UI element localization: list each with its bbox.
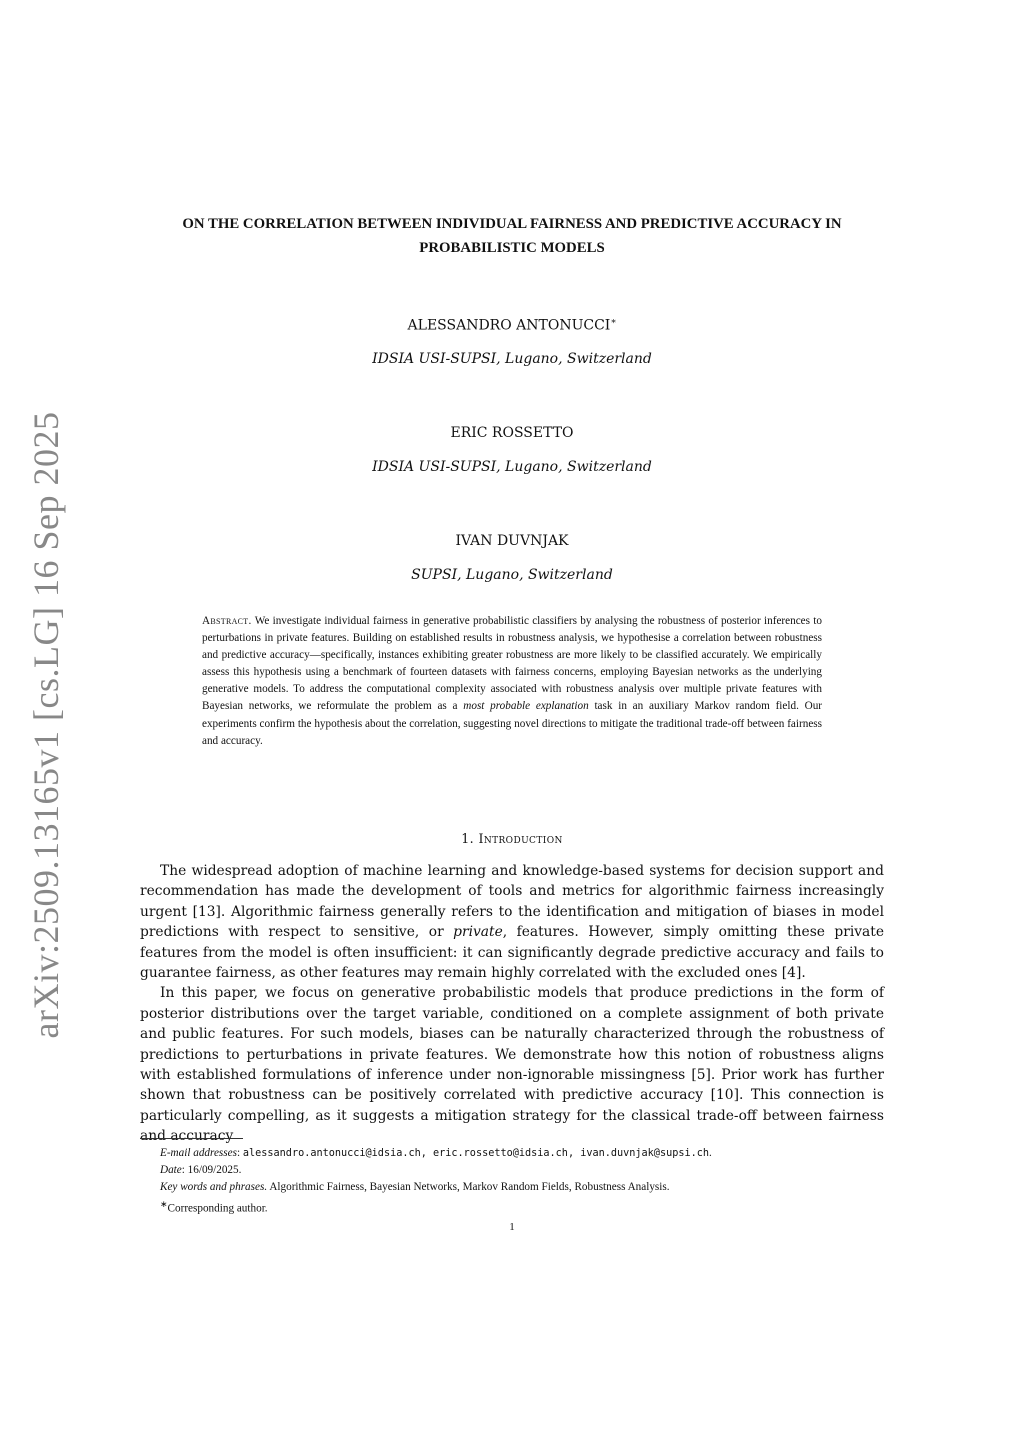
footnotes	[140, 1145, 884, 1218]
section-heading-introduction	[140, 831, 884, 846]
abstract-label: Abstract.	[202, 615, 252, 627]
corresponding-author-mark: ∗	[610, 317, 617, 327]
author-name-2: ERIC ROSSETTO	[450, 425, 574, 441]
footnote-rule	[140, 1138, 243, 1139]
paragraph-1-emphasis: private	[453, 924, 503, 941]
paragraph-1: The widespread adoption of machine learning and knowledge-based systems for decision support and recommendation has made the development of tools and metrics for algorithmic fairness increasingly urgent [13]. Algorithmic fairness generally refers to the identification and mitigation of biases in model predictions with respect to sensitive, or private, features. However, simply omitting these private features from the model is often insufficient: it can significantly degrade predictive accuracy and fails to guarantee fairness, as other features may remain highly correlated with the excluded ones [4].	[140, 863, 884, 982]
footnote-keywords: Key words and phrases. Algorithmic Fairness, Bayesian Networks, Markov Random Fields, Robustness Analysis.	[160, 1181, 670, 1193]
abstract-text-2: task in an auxiliary Markov random field. Our experiments confirm the hypothesis about the correlation, suggesting novel directions to mitigate the traditional trade-off between fairness and accuracy.	[202, 700, 823, 747]
footnote-date: Date: 16/09/2025.	[160, 1164, 242, 1176]
footnote-corresponding: ∗Corresponding author.	[160, 1199, 268, 1215]
paragraph-2: In this paper, we focus on generative probabilistic models that produce predictions in the form of posterior distributions over the target variable, conditioned on a complete assignment of both private and public features. For such models, biases can be naturally characterized through the robustness of predictions to perturbations in private features. We demonstrate how this notion of robustness aligns with established formulations of inference under non-ignorable missingness [5]. Prior work has further shown that robustness can be positively correlated with predictive accuracy [10]. This connection is particularly compelling, as it suggests a mitigation strategy for the classical trade-off between fairness and accuracy	[140, 985, 884, 1145]
section-number: 1.	[461, 831, 475, 846]
paper-title	[140, 212, 884, 260]
abstract-emphasis: most probable explanation	[463, 700, 589, 713]
title-line-1: ON THE CORRELATION BETWEEN INDIVIDUAL FAIRNESS AND PREDICTIVE ACCURACY IN	[182, 216, 842, 232]
arxiv-identifier: arXiv:2509.13165v1 [cs.LG] 16 Sep 2025	[26, 411, 66, 1039]
author-affiliation-3: SUPSI, Lugano, Switzerland	[411, 567, 613, 583]
abstract-text-1: We investigate individual fairness in generative probabilistic classifiers by analysing the robustness of posterior inferences to perturbations in private features. Building on established results in robustness analysis, we hypothesise a correlation between robustness and predictive accuracy—specifically, instances exhibiting greater robustness are more likely to be classified accurately. We empirically assess this hypothesis using a benchmark of fourteen datasets with fairness concerns, employing Bayesian networks as the underlying generative models. To address the computational complexity associated with robustness analysis over multiple private features with Bayesian networks, we reformulate the problem as a	[202, 615, 822, 713]
abstract	[202, 613, 822, 750]
author-name-1: ALESSANDRO ANTONUCCI∗	[407, 317, 617, 334]
author-affiliation-1: IDSIA USI-SUPSI, Lugano, Switzerland	[372, 351, 652, 367]
introduction-body	[140, 861, 884, 1147]
footnote-emails: E-mail addresses: alessandro.antonucci@idsia.ch, eric.rossetto@idsia.ch, ivan.duvnjak@supsi.ch.	[160, 1147, 712, 1159]
author-name-3: IVAN DUVNJAK	[455, 533, 569, 549]
title-line-2: PROBABILISTIC MODELS	[419, 240, 605, 256]
page-number: 1	[509, 1221, 515, 1233]
email-addresses: alessandro.antonucci@idsia.ch, eric.rossetto@idsia.ch, ivan.duvnjak@supsi.ch	[242, 1148, 710, 1159]
author-affiliation-2: IDSIA USI-SUPSI, Lugano, Switzerland	[372, 459, 652, 475]
section-title: Introduction	[478, 831, 563, 846]
